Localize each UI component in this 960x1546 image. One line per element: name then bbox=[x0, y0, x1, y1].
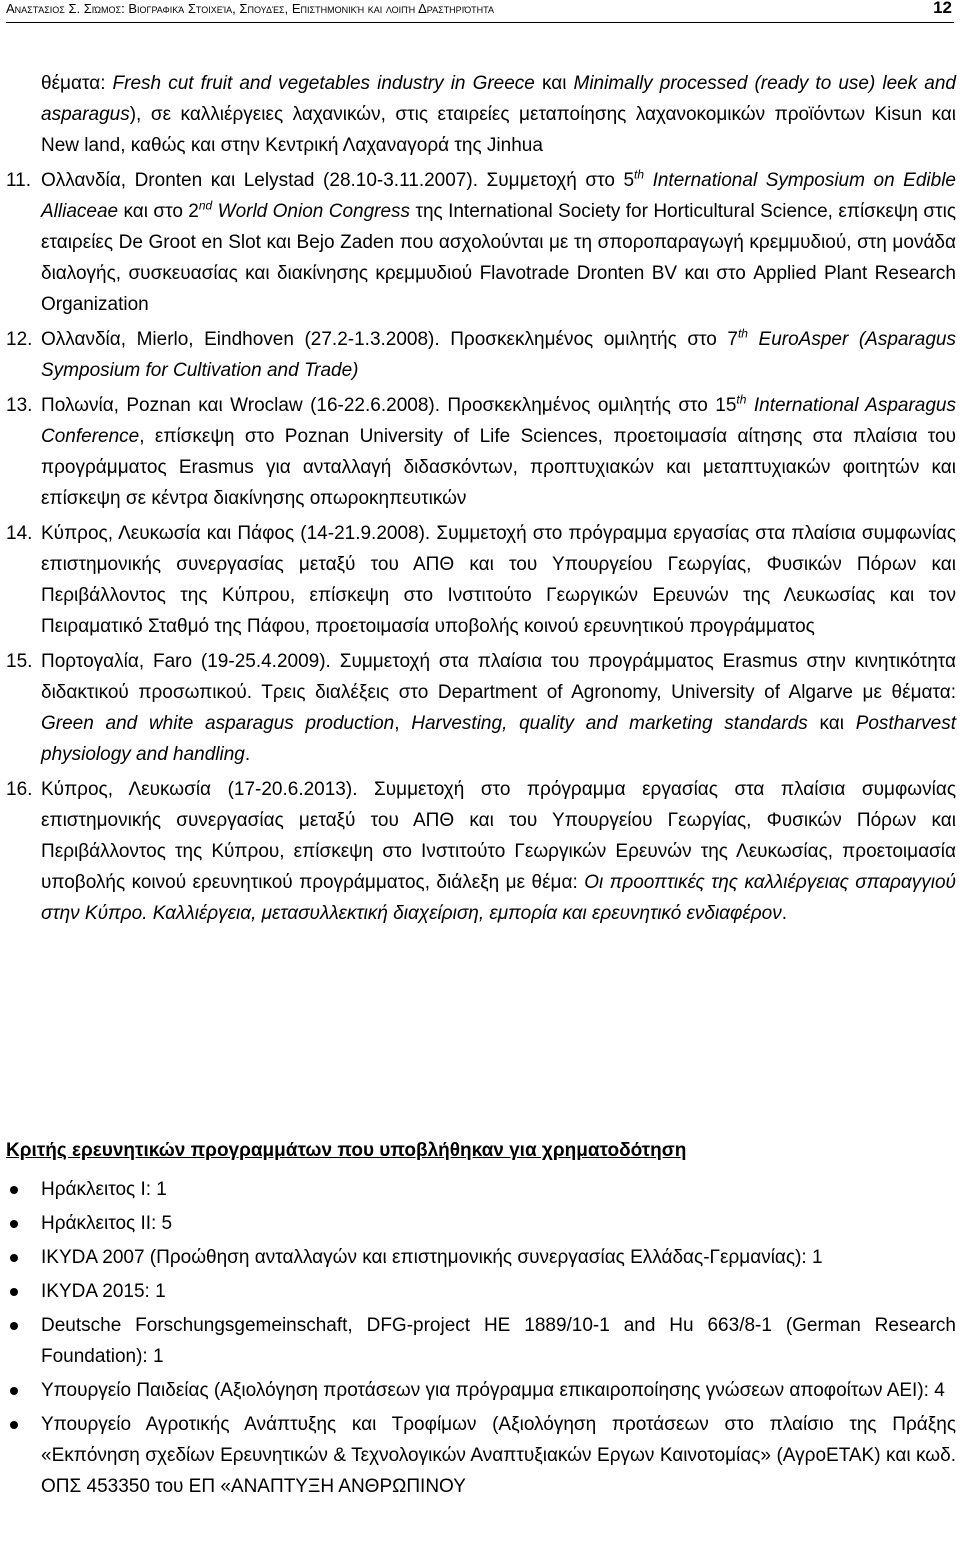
bullet-icon bbox=[10, 1220, 18, 1228]
running-title: Αναστάσιος Σ. Σιώμος: Βιογραφικά Στοιχεία, Σπουδές, Επιστημονική και λοιπή Δραστηριότητα bbox=[6, 1, 494, 16]
section-heading: Κριτής ερευνητικών προγραμμάτων που υποβλήθηκαν για χρηματοδότηση bbox=[6, 1140, 687, 1161]
item-number: 12. bbox=[6, 329, 33, 350]
page-header bbox=[6, 0, 954, 23]
bullet-item: Deutsche Forschungsgemeinschaft, DFG-project HE 1889/10-1 and Hu 663/8-1 (German Research Foundation): 1 bbox=[41, 1310, 956, 1372]
bullet-item: Ηράκλειτος ΙΙ: 5 bbox=[41, 1208, 956, 1239]
bullet-item: ΙΚΥDA 2007 (Προώθηση ανταλλαγών και επιστημονικής συνεργασίας Ελλάδας-Γερμανίας): 1 bbox=[41, 1242, 956, 1273]
bullet-icon bbox=[10, 1288, 18, 1296]
list-item-13: 13. Πολωνία, Poznan και Wroclaw (16-22.6.2008). Προσκεκλημένος ομιλητής στο 15th International Asparagus Conference, επίσκεψη στο Poznan University of Life Sciences, προετοιμασία αίτησης στα πλαίσια του προγράμματος Erasmus για ανταλλαγή διδασκόντων, προπτυχιακών και μεταπτυχιακών φοιτητών και επίσκεψη σε κέντρα διακίνησης οπωροκηπευτικών bbox=[41, 390, 956, 514]
page-number: 12 bbox=[933, 0, 952, 17]
bullet-item: Υπουργείο Αγροτικής Ανάπτυξης και Τροφίμων (Αξιολόγηση προτάσεων στο πλαίσιο της Πράξης «Εκπόνηση σχεδίων Ερευνητικών & Τεχνολογικών Αναπτυξιακών Εργων Καινοτομίας» (ΑγροΕΤΑΚ) και κωδ. ΟΠΣ 453350 του ΕΠ «ΑΝΑΠΤΥΞΗ ΑΝΘΡΩΠΙΝΟΥ bbox=[41, 1409, 956, 1502]
list-item-14: 14. Κύπρος, Λευκωσία και Πάφος (14-21.9.2008). Συμμετοχή στο πρόγραμμα εργασίας στα πλαίσια συμφωνίας επιστημονικής συνεργασίας μεταξύ του ΑΠΘ και του Υπουργείου Γεωργίας, Φυσικών Πόρων και Περιβάλλοντος της Κύπρου, επίσκεψη στο Ινστιτούτο Γεωργικών Ερευνών της Λευκωσίας και τον Πειραματικό Σταθμό της Πάφου, προετοιμασία υποβολής κοινού ερευνητικού προγράμματος bbox=[41, 518, 956, 642]
list-item-16: 16. Κύπρος, Λευκωσία (17-20.6.2013). Συμμετοχή στο πρόγραμμα εργασίας στα πλαίσια συμφωνίας επιστημονικής συνεργασίας μεταξύ του ΑΠΘ και του Υπουργείου Γεωργίας, Φυσικών Πόρων και Περιβάλλοντος της Κύπρου, επίσκεψη στο Ινστιτούτο Γεωργικών Ερευνών της Λευκωσίας, προετοιμασία υποβολής κοινού ερευνητικού προγράμματος, διάλεξη με θέμα: Οι προοπτικές της καλλιέργειας σπαραγγιού στην Κύπρο. Καλλιέργεια, μετασυλλεκτική διαχείριση, εμπορία και ερευνητικό ενδιαφέρον. bbox=[41, 774, 956, 929]
bullet-icon bbox=[10, 1421, 18, 1429]
travel-list bbox=[6, 68, 957, 933]
bullet-item: Ηράκλειτος Ι: 1 bbox=[41, 1174, 956, 1205]
bullet-icon bbox=[10, 1387, 18, 1395]
bullet-item: Υπουργείο Παιδείας (Αξιολόγηση προτάσεων για πρόγραμμα επικαιροποίησης γνώσεων αποφοίτων ΑΕΙ): 4 bbox=[41, 1375, 956, 1406]
list-item-11: 11. Ολλανδία, Dronten και Lelystad (28.10-3.11.2007). Συμμετοχή στο 5th International Symposium on Edible Alliaceae και στο 2nd World Onion Congress της International Society for Horticultural Science, επίσκεψη στις εταιρείες De Groot en Slot και Bejo Zaden που ασχολούνται με τη σποροπαραγωγή κρεμμυδιού, στη μονάδα διαλογής, συσκευασίας και διακίνησης κρεμμυδιού Flavotrade Dronten BV και στο Applied Plant Research Organization bbox=[41, 165, 956, 320]
item-number: 14. bbox=[6, 523, 33, 544]
bullet-icon bbox=[10, 1186, 18, 1194]
reviewer-bullet-list bbox=[41, 1174, 956, 1505]
continuation-paragraph: θέματα: Fresh cut fruit and vegetables industry in Greece και Minimally processed (ready to use) leek and asparagus), σε καλλιέργειες λαχανικών, στις εταιρείες μεταποίησης λαχανοκομικών προϊόντων Kisun και New land, καθώς και στην Κεντρική Λαχαναγορά της Jinhua bbox=[41, 73, 956, 156]
item-number: 13. bbox=[6, 395, 33, 416]
item-number: 11. bbox=[6, 170, 32, 191]
list-item-12: 12. Ολλανδία, Mierlo, Eindhoven (27.2-1.3.2008). Προσκεκλημένος ομιλητής στο 7th EuroAsper (Asparagus Symposium for Cultivation and Trade) bbox=[41, 324, 956, 386]
item-number: 15. bbox=[6, 651, 33, 672]
list-item-15: 15. Πορτογαλία, Faro (19-25.4.2009). Συμμετοχή στα πλαίσια του προγράμματος Erasmus στην κινητικότητα διδακτικού προσωπικού. Τρεις διαλέξεις στο Department of Agronomy, University of Algarve με θέματα: Green and white asparagus production, Harvesting, quality and marketing standards και Postharvest physiology and handling. bbox=[41, 646, 956, 770]
bullet-item: IKYDA 2015: 1 bbox=[41, 1276, 956, 1307]
bullet-icon bbox=[10, 1254, 18, 1262]
item-number: 16. bbox=[6, 779, 33, 800]
bullet-icon bbox=[10, 1322, 18, 1330]
